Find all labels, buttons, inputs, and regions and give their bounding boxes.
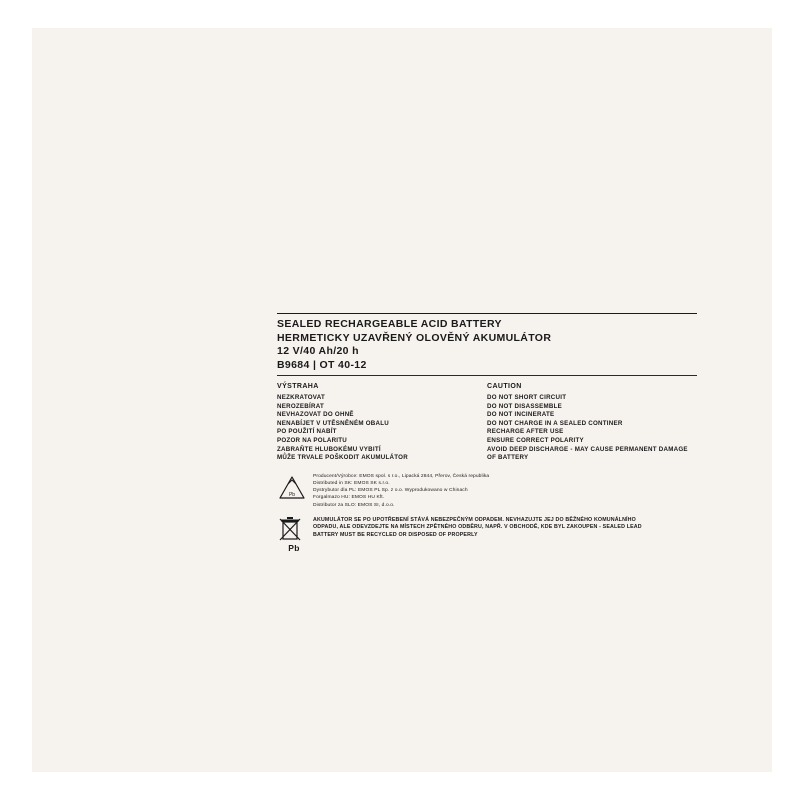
caution-line: DO NOT DISASSEMBLE [487, 402, 562, 410]
recycle-area [277, 516, 697, 553]
warning-column-cs [277, 382, 487, 463]
caution-line: AVOID DEEP DISCHARGE - MAY CAUSE PERMANENT DAMAGE [487, 445, 688, 453]
recycling-triangle-icon [277, 473, 311, 501]
warning-columns [277, 376, 697, 463]
warning-line: MŮŽE TRVALE POŠKODIT AKUMULÁTOR [277, 454, 408, 462]
recycle-line: BATTERY MUST BE RECYCLED OR DISPOSED OF PROPERLY [313, 531, 478, 538]
caution-line: OF BATTERY [487, 454, 529, 462]
caution-line: DO NOT CHARGE IN A SEALED CONTINER [487, 419, 623, 427]
warning-line: NENABÍJET V UTĚSNĚNÉM OBALU [277, 419, 389, 427]
title-line-en: SEALED RECHARGEABLE ACID BATTERY [277, 318, 502, 330]
caution-line: DO NOT INCINERATE [487, 411, 555, 419]
warning-heading-en: CAUTION [487, 383, 522, 390]
warning-heading-cs: VÝSTRAHA [277, 383, 319, 390]
warning-line: ZABRAŇTE HLUBOKÉMU VYBITÍ [277, 445, 381, 453]
caution-line: RECHARGE AFTER USE [487, 428, 564, 436]
crossed-out-wheelie-bin-icon [277, 516, 311, 553]
title-area [277, 314, 697, 375]
manufacturer-lines [311, 473, 697, 509]
warning-column-en [487, 382, 697, 463]
manufacturer-line: Distributed in SK: EMOS SK s.r.o. [313, 480, 390, 486]
manufacturer-line: Distributor za SLO: EMOS SI, d.o.o. [313, 502, 395, 508]
warning-line: NEZKRATOVAT [277, 394, 326, 401]
manufacturer-line: Producent/Výrobce: EMOS spol. s r.o., Lipacká 2844, Přerov, Česká republika [313, 473, 490, 479]
caution-line: DO NOT SHORT CIRCUIT [487, 394, 567, 401]
title-line-spec: 12 V/40 Ah/20 h [277, 345, 359, 357]
recycle-line: AKUMULÁTOR SE PO UPOTŘEBENÍ STÁVÁ NEBEZPEČNÝM ODPADEM. NEVHAZUJTE JEJ DO BĚŽNÉHO KOMUNÁLNÍHO [313, 516, 636, 523]
warning-line: NEVHAZOVAT DO OHNĚ [277, 411, 354, 419]
warning-line: NEROZEBÍRAT [277, 402, 324, 410]
manufacturer-line: Dystrybutor dla PL: EMOS PL Sp. z o.o. Wyprodukowano w Chinach [313, 488, 468, 494]
title-line-model: B9684 | OT 40-12 [277, 358, 367, 371]
battery-label-sheet [32, 28, 772, 772]
manufacturer-area [277, 473, 697, 509]
recycle-lines [311, 516, 697, 540]
label-content-block [277, 313, 697, 553]
recycle-line: ODPADU, ALE ODEVZDEJTE NA MÍSTECH ZPĚTNÉHO ODBĚRU, NAPŘ. V OBCHODĚ, KDE BYL ZAKOUPEN - SEALED LEAD [313, 524, 642, 531]
manufacturer-line: Forgalmazo HU: EMOS HU Kft. [313, 495, 385, 501]
warning-line: PO POUŽITÍ NABÍT [277, 428, 337, 436]
warning-line: POZOR NA POLARITU [277, 436, 348, 444]
bin-icon-label: Pb [288, 542, 300, 553]
title-line-cs: HERMETICKY UZAVŘENÝ OLOVĚNÝ AKUMULÁTOR [277, 331, 552, 344]
caution-line: ENSURE CORRECT POLARITY [487, 436, 584, 444]
svg-text:Pb: Pb [288, 491, 296, 498]
